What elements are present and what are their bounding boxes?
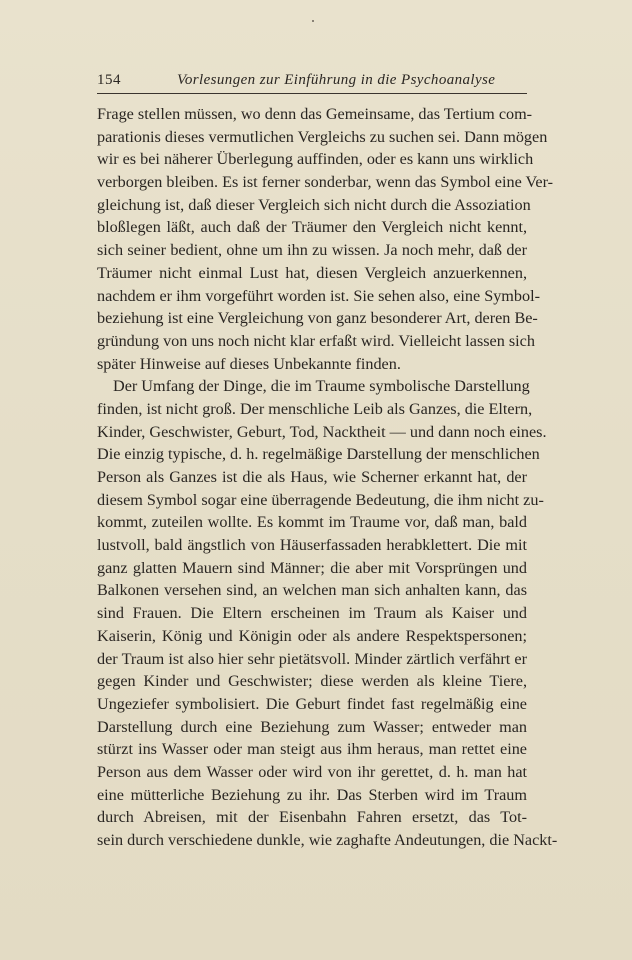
text-line: Ungeziefer symbolisiert. Die Geburt findet fast regelmäßig eine (97, 694, 527, 713)
body-text (97, 103, 558, 852)
text-line: bloßlegen läßt, auch daß der Träumer den Vergleich nicht kennt, (97, 218, 527, 237)
text-line: gründung von uns noch nicht klar erfaßt wird. Vielleicht lassen sich (97, 331, 535, 350)
text-line: kommt, zuteilen wollte. Es kommt im Traume vor, daß man, bald (97, 513, 527, 532)
text-line: Kaiserin, König und Königin oder als andere Respektspersonen; (97, 626, 527, 645)
page-header (97, 72, 527, 92)
text-line: lustvoll, bald ängstlich von Häuserfassaden herabklettert. Die mit (97, 536, 527, 555)
text-line: Die einzig typische, d. h. regelmäßige Darstellung der menschlichen (97, 445, 540, 464)
text-line: ganz glatten Mauern sind Männer; die aber mit Vorsprüngen und (97, 558, 527, 577)
text-line: beziehung ist eine Vergleichung von ganz besonderer Art, deren Be- (97, 309, 538, 328)
text-line: nachdem er ihm vorgeführt worden ist. Sie sehen also, eine Symbol- (97, 286, 540, 305)
page-mark (312, 20, 314, 22)
running-title: Vorlesungen zur Einführung in die Psychoanalyse (177, 72, 496, 88)
text-line: der Traum ist also hier sehr pietätsvoll. Minder zärtlich verfährt er (97, 649, 527, 668)
page-number: 154 (97, 72, 121, 88)
text-line: sind Frauen. Die Eltern erscheinen im Traum als Kaiser und (97, 604, 527, 623)
text-line: Person aus dem Wasser oder wird von ihr gerettet, d. h. man hat (97, 762, 527, 781)
text-line: Kinder, Geschwister, Geburt, Tod, Nacktheit — und dann noch eines. (97, 422, 547, 441)
text-line: Balkonen versehen sind, an welchen man sich anhalten kann, das (97, 581, 527, 600)
text-line: wir es bei näherer Überlegung auffinden, oder es kann uns wirklich (97, 150, 534, 169)
text-line: parationis dieses vermutlichen Vergleichs zu suchen sei. Dann mögen (97, 127, 548, 146)
text-line: Der Umfang der Dinge, die im Traume symbolische Darstellung (113, 377, 530, 396)
text-line: finden, ist nicht groß. Der menschliche Leib als Ganzes, die Eltern, (97, 399, 533, 418)
text-line: Träumer nicht einmal Lust hat, diesen Vergleich anzuerkennen, (97, 263, 527, 282)
text-line: gegen Kinder und Geschwister; diese werden als kleine Tiere, (97, 672, 527, 691)
text-line: durch Abreisen, mit der Eisenbahn Fahren ersetzt, das Tot- (97, 808, 527, 827)
text-line: Person als Ganzes ist die als Haus, wie Scherner erkannt hat, der (97, 468, 527, 486)
text-line: Frage stellen müssen, wo denn das Gemeinsame, das Tertium com- (97, 105, 533, 123)
text-line: sein durch verschiedene dunkle, wie zaghafte Andeutungen, die Nackt- (97, 831, 558, 849)
text-line: eine mütterliche Beziehung zu ihr. Das Sterben wird im Traum (97, 785, 527, 804)
text-line: gleichung ist, daß dieser Vergleich sich nicht durch die Assoziation (97, 195, 531, 214)
text-line: später Hinweise auf dieses Unbekannte finden. (97, 354, 401, 373)
text-line: verborgen bleiben. Es ist ferner sonderbar, wenn das Symbol eine Ver- (97, 173, 554, 192)
text-line: diesem Symbol sogar eine überragende Bedeutung, die ihm nicht zu- (97, 490, 544, 509)
text-line: stürzt ins Wasser oder man steigt aus ihm heraus, man rettet eine (97, 740, 527, 759)
header-rule (97, 93, 527, 94)
text-line: Darstellung durch eine Beziehung zum Wasser; entweder man (97, 717, 527, 736)
text-line: sich seiner bedient, ohne um ihn zu wissen. Ja noch mehr, daß der (97, 241, 527, 260)
